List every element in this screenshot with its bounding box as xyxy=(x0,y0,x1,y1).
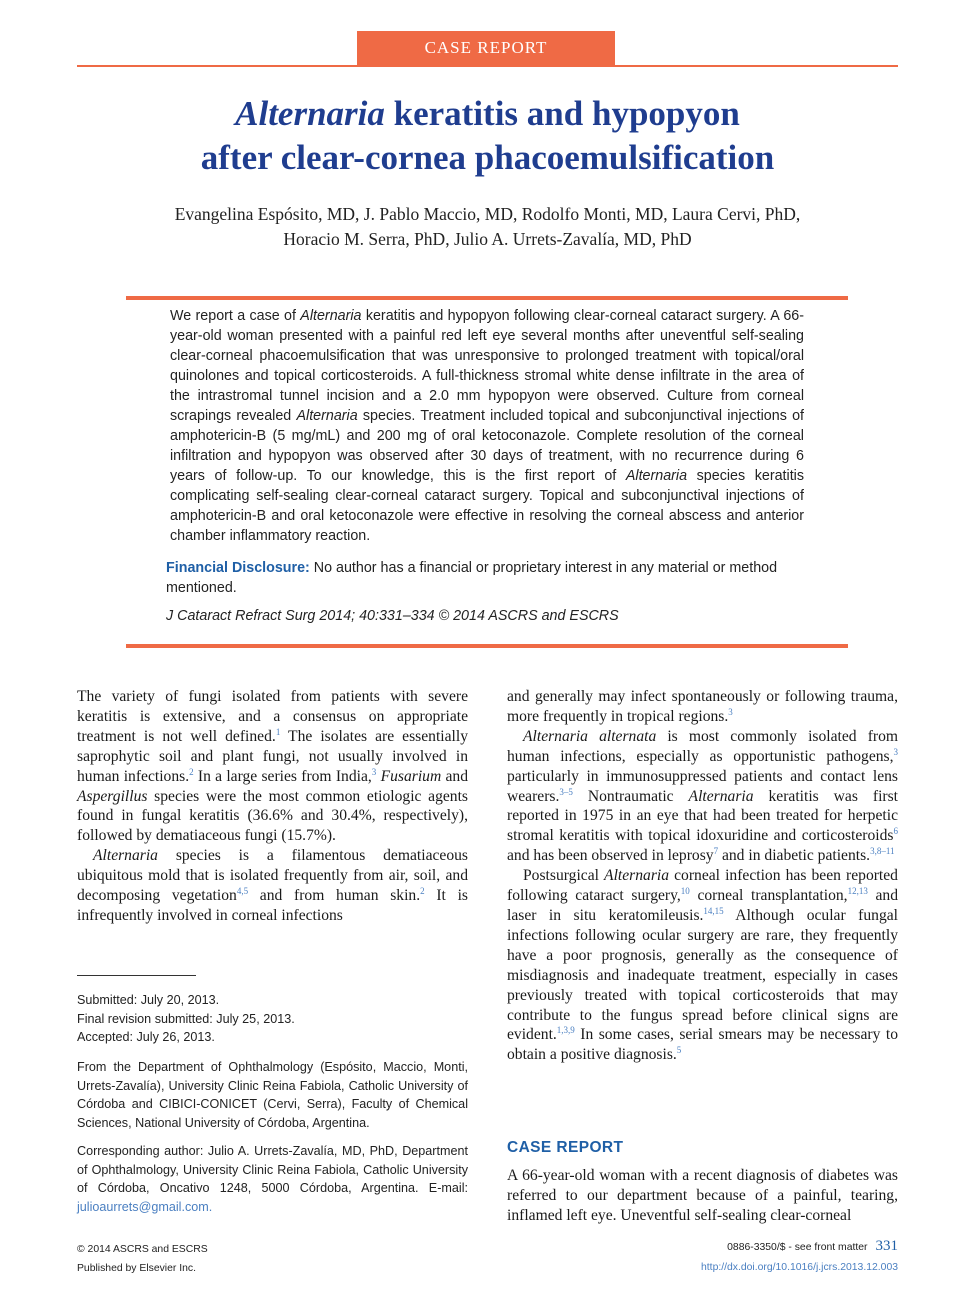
author-list xyxy=(60,202,915,252)
reference-link[interactable]: 1,3,9 xyxy=(556,1025,575,1036)
reference-link[interactable]: 14,15 xyxy=(703,905,724,916)
reference-link[interactable]: 3 xyxy=(371,766,377,777)
authors-line2: Horacio M. Serra, PhD, Julio A. Urrets-Zavalía, MD, PhD xyxy=(283,229,692,249)
accepted-date: Accepted: July 26, 2013. xyxy=(77,1030,215,1045)
issn: 0886-3350/$ - see front matter xyxy=(727,1242,868,1253)
reference-link[interactable]: 1 xyxy=(275,726,281,737)
publisher: Published by Elsevier Inc. xyxy=(77,1263,196,1274)
reference-link[interactable]: 3–5 xyxy=(559,786,573,797)
reference-link[interactable]: 3 xyxy=(728,706,733,717)
doi-link[interactable]: http://dx.doi.org/10.1016/j.jcrs.2013.12.003 xyxy=(701,1262,898,1273)
journal-citation: J Cataract Refract Surg 2014; 40:331–334 © 2014 ASCRS and ESCRS xyxy=(166,608,619,624)
corresponding-author: Corresponding author: Julio A. Urrets-Zavalía, MD, PhD, Department of Ophthalmology, University Clinic Reina Fabiola, Catholic University of Córdoba, Oncativo 1248, 5000 Córdoba, Argentina. E-mail: julioaurrets@gmail.com. xyxy=(77,1144,468,1214)
copyright: © 2014 ASCRS and ESCRS xyxy=(77,1244,208,1255)
abstract-italic: Alternaria xyxy=(300,308,362,324)
footnote-rule xyxy=(77,975,196,976)
case-report-text: A 66-year-old woman with a recent diagnosis of diabetes was referred to our department because of a painful, tearing, inflamed left eye. Uneventful self-sealing clear-corneal xyxy=(507,1167,898,1224)
email-link[interactable]: julioaurrets@gmail.com. xyxy=(77,1199,213,1214)
affiliation: From the Department of Ophthalmology (Espósito, Maccio, Monti, Urrets-Zavalía), University Clinic Reina Fabiola, Catholic University of Córdoba and CIBICI-CONICET (Cervi, Serra), Faculty of Chemical Sciences, National University of Córdoba, Argentina. xyxy=(77,1060,468,1130)
page-number: 331 xyxy=(875,1238,898,1254)
reference-link[interactable]: 5 xyxy=(676,1045,682,1056)
footer-left xyxy=(77,1240,208,1278)
reference-link[interactable]: 7 xyxy=(713,846,719,857)
issn-line xyxy=(560,1236,898,1258)
disclosure-label: Financial Disclosure: xyxy=(166,560,310,576)
reference-link[interactable]: 12,13 xyxy=(847,885,868,896)
paragraph: The variety of fungi isolated from patients with severe keratitis is extensive, and a consensus on appropriate treatment is not well defined.$^1$ The isolates are essentially saprophytic soil and plant fungi, not usually involved in human infections.$^2$ In a large series from India,$^3$ Fusarium and Aspergillus species were the most common etiologic agents found in fungal keratitis (36.6% and 30.4%, respectively), followed by dematiaceous fungi (15.7%). xyxy=(77,688,469,845)
authors-line1: Evangelina Espósito, MD, J. Pablo Maccio, MD, Rodolfo Monti, MD, Laura Cervi, PhD, xyxy=(174,204,801,224)
case-report-heading: CASE REPORT xyxy=(507,1139,624,1156)
revision-date: Final revision submitted: July 25, 2013. xyxy=(77,1011,295,1026)
paragraph: Alternaria alternata is most commonly isolated from human infections, especially as opportunistic pathogens,$^3$ particularly in immunosuppressed patients and contact lens wearers.$^{3-5}$ Nontraumatic Alternaria keratitis was first reported in 1975 in an eye that had been treated for herpetic stromal keratitis with topical idoxuridine and corticosteroids$^6$ and has been observed in leprosy$^7$ and in diabetic patients.$^{3,8-11}$ xyxy=(507,727,898,865)
paragraph: and generally may infect spontaneously or following trauma, more frequently in tropical regions.$^3$ xyxy=(507,688,898,725)
paragraph: Alternaria species is a filamentous dematiaceous ubiquitous mold that is isolated frequently from air, soil, and decomposing vegetation$^{4,5}$ and from human skin.$^2$ It is infrequently involved in corneal infections xyxy=(77,847,468,924)
body-left-column xyxy=(77,687,468,926)
reference-link[interactable]: 2 xyxy=(189,766,194,777)
title-line2: after clear-cornea phacoemulsification xyxy=(200,138,775,177)
reference-link[interactable]: 3 xyxy=(893,746,898,757)
article-title xyxy=(60,92,915,180)
reference-link[interactable]: 4,5 xyxy=(236,885,249,896)
paragraph: Postsurgical Alternaria corneal infection has been reported following cataract surgery,$^{10}$ corneal transplantation,$^{12,13}$ and laser in situ keratomileusis.$^{14,15}$ Although ocular fungal infections following ocular surgery are rare, they frequently have a poor prognosis, generally as the consequence of misdiagnosis and inadequate treatment, especially in cases previously treated with topical corticosteroids that may contribute to the fungus spread before clinical signs are evident.$^{1,3,9}$ In some cases, serial smears may be necessary to obtain a positive diagnosis.$^5$ xyxy=(507,867,899,1064)
title-italic: Alternaria xyxy=(235,94,385,133)
disclosure-text: No author has a financial or proprietary interest in any material or method mentioned. xyxy=(166,560,778,596)
footer-right xyxy=(560,1236,898,1278)
title-line1: keratitis and hypopyon xyxy=(384,94,740,133)
reference-link[interactable]: 6 xyxy=(893,826,898,837)
abstract-text: keratitis and hypopyon following clear-corneal cataract surgery. A 66-year-old woman presented with a painful red left eye several months after uneventful self-sealing clear-corneal phacoemulsification that was unresponsive to prolonged treatment with topical/oral quinolones and topical corticosteroids. A full-thickness stromal white dense infiltrate in the area of the intrastromal tunnel incision and a 2.0 mm hypopyon were observed. Culture from corneal scrapings revealed xyxy=(170,308,804,424)
reference-link[interactable]: 2 xyxy=(420,885,425,896)
header-rule xyxy=(77,65,898,67)
financial-disclosure xyxy=(166,558,810,598)
abstract-top-rule xyxy=(126,296,848,300)
section-tag: CASE REPORT xyxy=(357,31,615,65)
abstract-text: species. Treatment included topical and subconjunctival injections of amphotericin-B (5 mg/mL) and 200 mg of oral ketoconazole. Complete resolution of the corneal infiltration and hypopyon was observed after 30 days of treatment, with no recurrence during 6 years of follow-up. To our knowledge, this is the first report of xyxy=(170,408,804,484)
abstract-italic: Alternaria xyxy=(296,408,358,424)
reference-link[interactable]: 3,8–11 xyxy=(870,846,895,857)
abstract-text: We report a case of xyxy=(170,308,301,324)
abstract-text: species keratitis complicating self-sealing clear-corneal cataract surgery. Topical and subconjunctival injections of amphotericin-B and oral ketoconazole were effective in resolving the corneal abscess and anterior chamber inflammatory reaction. xyxy=(170,468,804,544)
abstract-bottom-rule xyxy=(126,644,848,648)
reference-link[interactable]: 10 xyxy=(680,885,690,896)
abstract-italic: Alternaria xyxy=(625,468,688,484)
body-right-column xyxy=(507,687,898,1065)
abstract xyxy=(170,306,804,546)
submitted-date: Submitted: July 20, 2013. xyxy=(77,993,220,1007)
submission-dates xyxy=(77,991,468,1047)
